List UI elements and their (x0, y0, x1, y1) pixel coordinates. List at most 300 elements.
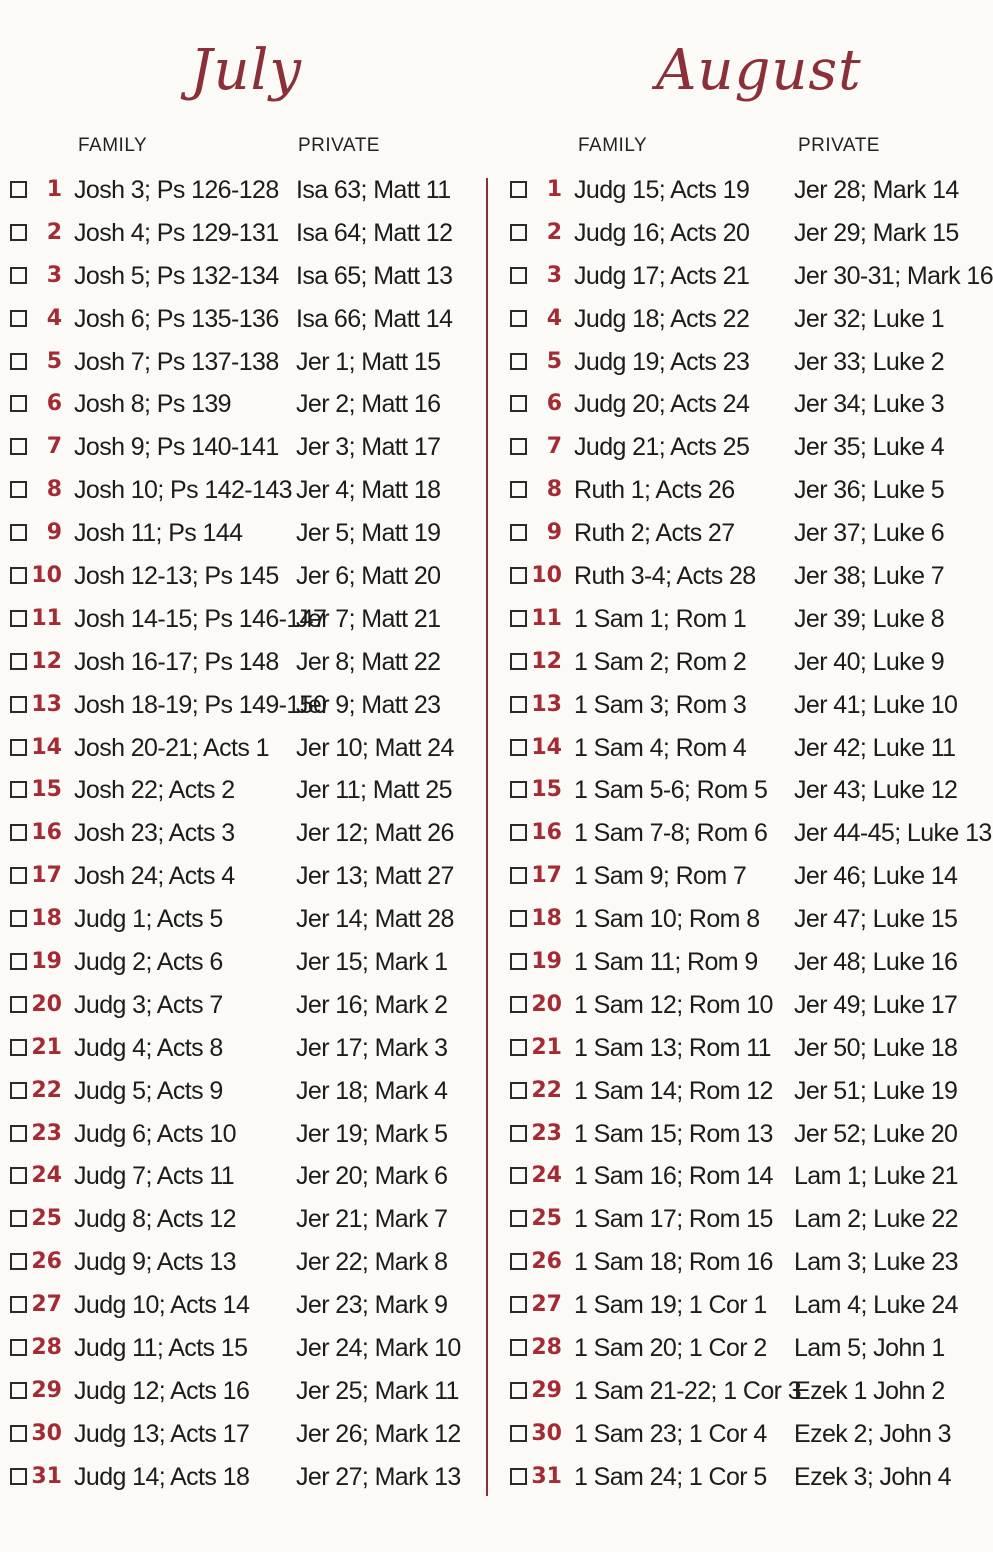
month-july (0, 0, 496, 1552)
family-reading: Ruth 1; Acts 26 (574, 476, 735, 505)
family-reading: Josh 24; Acts 4 (74, 862, 235, 891)
private-reading: Jer 11; Matt 25 (296, 776, 452, 805)
reading-row (0, 428, 496, 471)
reading-row (496, 1072, 992, 1115)
day-checkbox[interactable] (510, 224, 527, 241)
day-checkbox[interactable] (10, 1082, 27, 1099)
day-number: 4 (46, 305, 62, 331)
day-checkbox[interactable] (510, 696, 527, 713)
family-reading: Josh 23; Acts 3 (74, 819, 235, 848)
day-number: 30 (31, 1420, 62, 1446)
reading-row (0, 1200, 496, 1243)
private-reading: Jer 51; Luke 19 (794, 1076, 958, 1105)
private-reading: Jer 7; Matt 21 (296, 604, 441, 633)
family-reading: Judg 13; Acts 17 (74, 1419, 250, 1448)
reading-row (496, 686, 992, 729)
day-checkbox[interactable] (10, 1210, 27, 1227)
reading-row (496, 343, 992, 386)
private-reading: Jer 27; Mark 13 (296, 1462, 461, 1491)
day-checkbox[interactable] (10, 610, 27, 627)
day-number: 16 (31, 820, 62, 846)
month-title: July (190, 38, 303, 103)
reading-row (0, 1458, 496, 1501)
reading-row (0, 171, 496, 214)
family-reading: Judg 2; Acts 6 (74, 948, 223, 977)
day-checkbox[interactable] (510, 181, 527, 198)
day-number: 11 (31, 605, 62, 631)
day-number: 27 (531, 1292, 562, 1318)
day-number: 20 (31, 991, 62, 1017)
day-checkbox[interactable] (10, 824, 27, 841)
day-number: 10 (31, 563, 62, 589)
day-checkbox[interactable] (10, 953, 27, 970)
private-reading: Lam 2; Luke 22 (794, 1205, 958, 1234)
reading-row (496, 814, 992, 857)
day-number: 25 (531, 1206, 562, 1232)
private-reading: Jer 2; Matt 16 (296, 390, 441, 419)
day-number: 9 (46, 520, 62, 546)
day-number: 12 (531, 648, 562, 674)
family-reading: Josh 10; Ps 142-143 (74, 476, 292, 505)
reading-row (496, 471, 992, 514)
day-number: 14 (31, 734, 62, 760)
reading-row (0, 1243, 496, 1286)
private-reading: Jer 17; Mark 3 (296, 1033, 448, 1062)
private-reading: Jer 4; Matt 18 (296, 476, 441, 505)
private-reading: Jer 34; Luke 3 (794, 390, 945, 419)
private-reading: Jer 18; Mark 4 (296, 1076, 448, 1105)
month-divider (486, 178, 488, 1496)
private-reading: Jer 50; Luke 18 (794, 1033, 958, 1062)
day-number: 26 (31, 1249, 62, 1275)
day-number: 5 (546, 348, 562, 374)
family-reading: Judg 11; Acts 15 (74, 1334, 248, 1363)
family-reading: Judg 21; Acts 25 (574, 433, 750, 462)
private-reading: Jer 29; Mark 15 (794, 218, 959, 247)
day-number: 2 (546, 219, 562, 245)
day-number: 27 (31, 1292, 62, 1318)
day-checkbox[interactable] (510, 996, 527, 1013)
reading-row (496, 943, 992, 986)
day-number: 31 (31, 1463, 62, 1489)
reading-row (0, 385, 496, 428)
reading-list (0, 171, 496, 1501)
private-reading: Jer 8; Matt 22 (296, 647, 441, 676)
family-reading: 1 Sam 13; Rom 11 (574, 1033, 771, 1062)
day-checkbox[interactable] (10, 696, 27, 713)
private-reading: Ezek 2; John 3 (794, 1419, 951, 1448)
day-checkbox[interactable] (10, 524, 27, 541)
family-reading: Ruth 3-4; Acts 28 (574, 562, 756, 591)
reading-row (496, 1286, 992, 1329)
reading-row (0, 1286, 496, 1329)
day-number: 3 (46, 262, 62, 288)
family-reading: Josh 22; Acts 2 (74, 776, 235, 805)
private-column-header: PRIVATE (298, 135, 380, 156)
day-checkbox[interactable] (510, 353, 527, 370)
day-checkbox[interactable] (510, 1339, 527, 1356)
reading-row (496, 514, 992, 557)
family-column-header: FAMILY (578, 135, 648, 156)
reading-row (496, 1200, 992, 1243)
day-number: 22 (531, 1077, 562, 1103)
private-reading: Jer 40; Luke 9 (794, 647, 945, 676)
reading-row (0, 1029, 496, 1072)
day-checkbox[interactable] (510, 310, 527, 327)
reading-row (0, 643, 496, 686)
family-reading: 1 Sam 5-6; Rom 5 (574, 776, 768, 805)
day-checkbox[interactable] (510, 1382, 527, 1399)
day-number: 15 (531, 777, 562, 803)
day-checkbox[interactable] (10, 224, 27, 241)
day-number: 19 (531, 949, 562, 975)
family-reading: 1 Sam 17; Rom 15 (574, 1205, 773, 1234)
family-reading: Judg 20; Acts 24 (574, 390, 750, 419)
family-reading: Josh 4; Ps 129-131 (74, 218, 279, 247)
family-reading: 1 Sam 3; Rom 3 (574, 690, 747, 719)
day-checkbox[interactable] (510, 481, 527, 498)
day-checkbox[interactable] (10, 739, 27, 756)
day-number: 24 (31, 1163, 62, 1189)
private-reading: Jer 44-45; Luke 13 (794, 819, 992, 848)
day-checkbox[interactable] (510, 739, 527, 756)
day-checkbox[interactable] (10, 267, 27, 284)
day-checkbox[interactable] (510, 438, 527, 455)
day-checkbox[interactable] (10, 395, 27, 412)
day-number: 12 (31, 648, 62, 674)
reading-row (0, 1115, 496, 1158)
day-number: 21 (31, 1034, 62, 1060)
reading-row (0, 943, 496, 986)
family-reading: 1 Sam 4; Rom 4 (574, 733, 747, 762)
family-reading: Judg 4; Acts 8 (74, 1033, 223, 1062)
private-reading: Jer 9; Matt 23 (296, 690, 441, 719)
day-number: 19 (31, 949, 62, 975)
family-reading: 1 Sam 16; Rom 14 (574, 1162, 773, 1191)
private-reading: Jer 43; Luke 12 (794, 776, 958, 805)
day-number: 8 (46, 477, 62, 503)
day-checkbox[interactable] (10, 1339, 27, 1356)
reading-row (0, 1157, 496, 1200)
private-reading: Jer 6; Matt 20 (296, 562, 441, 591)
day-checkbox[interactable] (510, 867, 527, 884)
day-number: 29 (531, 1377, 562, 1403)
day-number: 2 (46, 219, 62, 245)
reading-row (0, 1329, 496, 1372)
day-checkbox[interactable] (10, 867, 27, 884)
reading-row (496, 1157, 992, 1200)
reading-row (0, 300, 496, 343)
private-reading: Lam 1; Luke 21 (794, 1162, 958, 1191)
day-checkbox[interactable] (10, 1296, 27, 1313)
day-checkbox[interactable] (10, 910, 27, 927)
reading-row (0, 471, 496, 514)
day-checkbox[interactable] (510, 1425, 527, 1442)
family-reading: Josh 14-15; Ps 146-147 (74, 604, 327, 633)
day-checkbox[interactable] (510, 1468, 527, 1485)
reading-row (496, 1243, 992, 1286)
private-reading: Isa 63; Matt 11 (296, 176, 451, 204)
reading-row (496, 171, 992, 214)
day-number: 28 (531, 1335, 562, 1361)
day-checkbox[interactable] (510, 910, 527, 927)
family-reading: Josh 3; Ps 126-128 (74, 176, 279, 204)
private-column-header: PRIVATE (798, 135, 880, 156)
family-reading: 1 Sam 10; Rom 8 (574, 905, 760, 934)
family-reading: Josh 6; Ps 135-136 (74, 304, 279, 333)
private-reading: Jer 21; Mark 7 (296, 1205, 448, 1234)
day-number: 15 (31, 777, 62, 803)
day-number: 7 (46, 434, 62, 460)
family-reading: 1 Sam 12; Rom 10 (574, 990, 773, 1019)
private-reading: Jer 16; Mark 2 (296, 990, 448, 1019)
day-number: 24 (531, 1163, 562, 1189)
private-reading: Jer 25; Mark 11 (296, 1376, 459, 1405)
family-reading: Judg 10; Acts 14 (74, 1291, 250, 1320)
private-reading: Jer 49; Luke 17 (794, 990, 958, 1019)
reading-row (496, 986, 992, 1029)
reading-row (496, 385, 992, 428)
day-checkbox[interactable] (10, 1253, 27, 1270)
private-reading: Lam 5; John 1 (794, 1334, 945, 1363)
private-reading: Jer 52; Luke 20 (794, 1119, 958, 1148)
day-number: 1 (546, 177, 562, 202)
day-number: 18 (31, 906, 62, 932)
private-reading: Jer 1; Matt 15 (296, 347, 441, 376)
day-number: 3 (546, 262, 562, 288)
day-checkbox[interactable] (510, 1210, 527, 1227)
family-reading: Josh 5; Ps 132-134 (74, 261, 279, 290)
reading-row (0, 814, 496, 857)
day-number: 6 (546, 391, 562, 417)
day-checkbox[interactable] (10, 481, 27, 498)
day-number: 31 (531, 1463, 562, 1489)
private-reading: Jer 47; Luke 15 (794, 905, 958, 934)
day-number: 23 (31, 1120, 62, 1146)
day-number: 23 (531, 1120, 562, 1146)
family-reading: 1 Sam 14; Rom 12 (574, 1076, 773, 1105)
day-number: 25 (31, 1206, 62, 1232)
family-reading: 1 Sam 20; 1 Cor 2 (574, 1334, 767, 1363)
private-reading: Jer 5; Matt 19 (296, 519, 441, 548)
day-checkbox[interactable] (10, 1425, 27, 1442)
family-reading: Judg 1; Acts 5 (74, 905, 223, 934)
reading-row (496, 257, 992, 300)
reading-row (0, 1372, 496, 1415)
day-number: 4 (546, 305, 562, 331)
day-checkbox[interactable] (10, 353, 27, 370)
day-number: 18 (531, 906, 562, 932)
private-reading: Jer 46; Luke 14 (794, 862, 958, 891)
private-reading: Jer 35; Luke 4 (794, 433, 945, 462)
family-reading: Judg 12; Acts 16 (74, 1376, 250, 1405)
reading-row (496, 729, 992, 772)
private-reading: Jer 32; Luke 1 (794, 304, 945, 333)
family-reading: 1 Sam 24; 1 Cor 5 (574, 1462, 767, 1491)
day-number: 29 (31, 1377, 62, 1403)
day-checkbox[interactable] (10, 653, 27, 670)
family-reading: 1 Sam 19; 1 Cor 1 (574, 1291, 767, 1320)
family-reading: Judg 19; Acts 23 (574, 347, 750, 376)
day-number: 9 (546, 520, 562, 546)
day-number: 14 (531, 734, 562, 760)
reading-row (496, 1415, 992, 1458)
day-number: 21 (531, 1034, 562, 1060)
family-reading: Josh 12-13; Ps 145 (74, 562, 279, 591)
day-checkbox[interactable] (10, 438, 27, 455)
private-reading: Jer 13; Matt 27 (296, 862, 454, 891)
reading-row (0, 343, 496, 386)
private-reading: Jer 30-31; Mark 16 (794, 261, 993, 290)
family-reading: Josh 11; Ps 144 (74, 519, 243, 548)
day-checkbox[interactable] (510, 953, 527, 970)
day-number: 16 (531, 820, 562, 846)
day-checkbox[interactable] (510, 1039, 527, 1056)
day-checkbox[interactable] (510, 1167, 527, 1184)
family-reading: 1 Sam 21-22; 1 Cor 3 (574, 1376, 802, 1405)
reading-row (0, 1415, 496, 1458)
reading-row (496, 214, 992, 257)
family-reading: Judg 14; Acts 18 (74, 1462, 250, 1491)
reading-row (496, 1115, 992, 1158)
private-reading: Jer 26; Mark 12 (296, 1419, 461, 1448)
family-reading: Judg 6; Acts 10 (74, 1119, 236, 1148)
month-august (496, 0, 992, 1552)
reading-row (0, 986, 496, 1029)
day-checkbox[interactable] (510, 781, 527, 798)
day-number: 22 (31, 1077, 62, 1103)
day-number: 8 (546, 477, 562, 503)
reading-row (0, 600, 496, 643)
day-checkbox[interactable] (10, 1382, 27, 1399)
private-reading: Jer 36; Luke 5 (794, 476, 945, 505)
family-reading: Judg 17; Acts 21 (574, 261, 750, 290)
family-reading: 1 Sam 2; Rom 2 (574, 647, 747, 676)
reading-row (0, 771, 496, 814)
day-checkbox[interactable] (10, 1039, 27, 1056)
day-checkbox[interactable] (510, 1082, 527, 1099)
private-reading: Jer 14; Matt 28 (296, 905, 454, 934)
reading-row (496, 1458, 992, 1501)
private-reading: Lam 4; Luke 24 (794, 1291, 958, 1320)
private-reading: Jer 41; Luke 10 (794, 690, 958, 719)
reading-row (0, 686, 496, 729)
day-checkbox[interactable] (510, 395, 527, 412)
private-reading: Jer 15; Mark 1 (296, 948, 448, 977)
reading-row (0, 257, 496, 300)
private-reading: Lam 3; Luke 23 (794, 1248, 958, 1277)
day-checkbox[interactable] (510, 524, 527, 541)
day-number: 5 (46, 348, 62, 374)
private-reading: Jer 33; Luke 2 (794, 347, 945, 376)
reading-row (496, 1029, 992, 1072)
reading-row (496, 900, 992, 943)
day-checkbox[interactable] (10, 996, 27, 1013)
reading-row (496, 1372, 992, 1415)
family-reading: Judg 7; Acts 11 (74, 1162, 235, 1191)
private-reading: Jer 3; Matt 17 (296, 433, 441, 462)
day-number: 1 (46, 177, 62, 202)
reading-row (0, 900, 496, 943)
private-reading: Jer 12; Matt 26 (296, 819, 454, 848)
family-reading: Ruth 2; Acts 27 (574, 519, 735, 548)
private-reading: Isa 66; Matt 14 (296, 304, 453, 333)
day-checkbox[interactable] (10, 181, 27, 198)
reading-list (496, 171, 992, 1501)
day-checkbox[interactable] (510, 1125, 527, 1142)
family-reading: Josh 18-19; Ps 149-150 (74, 690, 327, 719)
day-checkbox[interactable] (10, 567, 27, 584)
reading-row (496, 557, 992, 600)
family-reading: Judg 15; Acts 19 (574, 176, 750, 204)
family-reading: Judg 9; Acts 13 (74, 1248, 236, 1277)
day-checkbox[interactable] (10, 310, 27, 327)
day-checkbox[interactable] (10, 1125, 27, 1142)
month-title: August (656, 38, 862, 103)
private-reading: Jer 22; Mark 8 (296, 1248, 448, 1277)
private-reading: Jer 38; Luke 7 (794, 562, 945, 591)
family-reading: Josh 9; Ps 140-141 (74, 433, 279, 462)
day-checkbox[interactable] (510, 267, 527, 284)
private-reading: Jer 10; Matt 24 (296, 733, 454, 762)
day-number: 7 (546, 434, 562, 460)
day-checkbox[interactable] (10, 781, 27, 798)
reading-row (0, 214, 496, 257)
day-checkbox[interactable] (510, 824, 527, 841)
day-checkbox[interactable] (510, 1253, 527, 1270)
private-reading: Jer 37; Luke 6 (794, 519, 945, 548)
day-number: 30 (531, 1420, 562, 1446)
family-reading: 1 Sam 18; Rom 16 (574, 1248, 773, 1277)
reading-row (496, 428, 992, 471)
day-checkbox[interactable] (510, 653, 527, 670)
day-checkbox[interactable] (510, 1296, 527, 1313)
family-reading: 1 Sam 23; 1 Cor 4 (574, 1419, 767, 1448)
day-number: 28 (31, 1335, 62, 1361)
day-number: 26 (531, 1249, 562, 1275)
family-reading: 1 Sam 15; Rom 13 (574, 1119, 773, 1148)
private-reading: Jer 19; Mark 5 (296, 1119, 448, 1148)
family-reading: Josh 20-21; Acts 1 (74, 733, 269, 762)
private-reading: Jer 48; Luke 16 (794, 948, 958, 977)
family-reading: Judg 16; Acts 20 (574, 218, 750, 247)
family-reading: 1 Sam 7-8; Rom 6 (574, 819, 768, 848)
reading-row (0, 557, 496, 600)
day-checkbox[interactable] (510, 610, 527, 627)
day-checkbox[interactable] (510, 567, 527, 584)
day-number: 6 (46, 391, 62, 417)
reading-row (496, 857, 992, 900)
private-reading: Isa 64; Matt 12 (296, 218, 453, 247)
day-number: 17 (31, 863, 62, 889)
day-number: 13 (31, 691, 62, 717)
family-reading: 1 Sam 1; Rom 1 (574, 604, 747, 633)
family-reading: Josh 8; Ps 139 (74, 390, 231, 419)
day-number: 20 (531, 991, 562, 1017)
family-reading: Josh 16-17; Ps 148 (74, 647, 279, 676)
private-reading: Jer 28; Mark 14 (794, 176, 959, 204)
reading-row (0, 857, 496, 900)
reading-row (496, 1329, 992, 1372)
reading-row (0, 1072, 496, 1115)
reading-row (0, 514, 496, 557)
family-reading: Judg 18; Acts 22 (574, 304, 750, 333)
day-checkbox[interactable] (10, 1167, 27, 1184)
reading-row (0, 729, 496, 772)
family-reading: Judg 3; Acts 7 (74, 990, 223, 1019)
day-checkbox[interactable] (10, 1468, 27, 1485)
private-reading: Jer 24; Mark 10 (296, 1334, 461, 1363)
